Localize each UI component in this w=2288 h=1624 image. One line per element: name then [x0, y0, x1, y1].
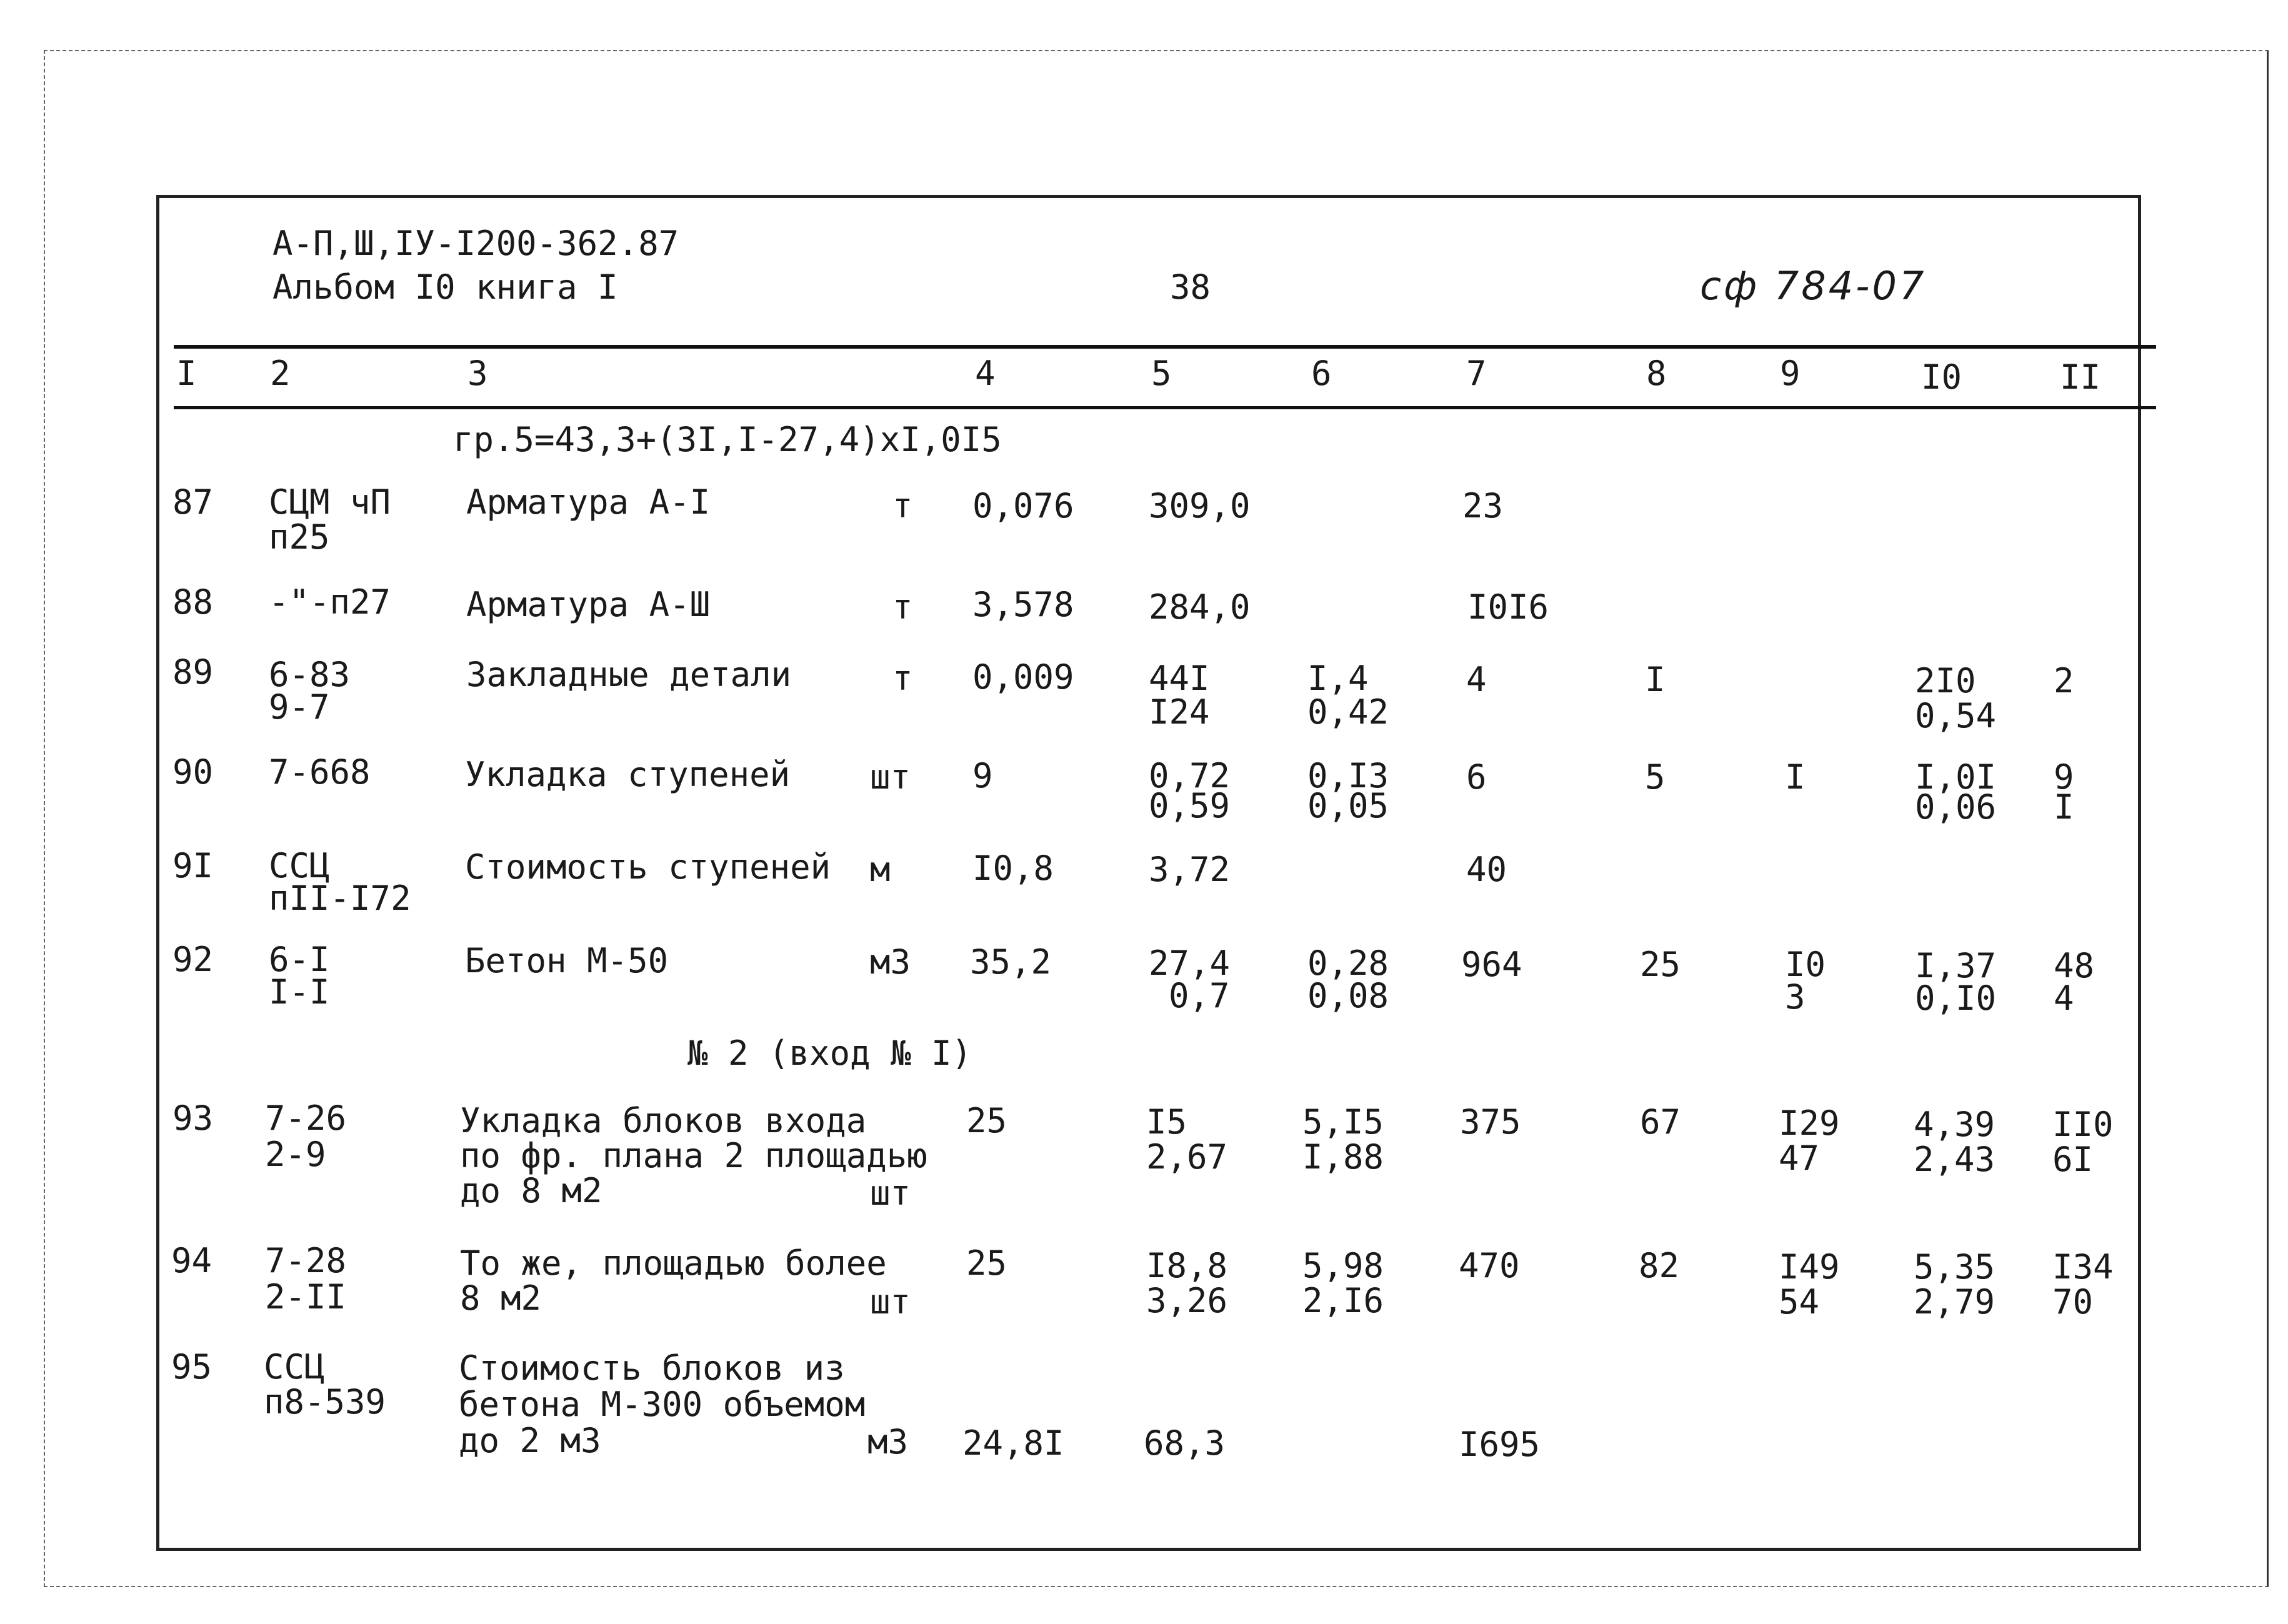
row-number: 92	[172, 940, 214, 979]
header-top-rule	[174, 345, 2156, 349]
row-col5: 284,0	[1149, 587, 1251, 627]
handwritten-ref: сф 784-07	[1700, 263, 1927, 309]
row-col10: 0,06	[1915, 787, 1997, 827]
row-unit: шт	[870, 1282, 911, 1322]
row-col7: I0I6	[1467, 587, 1549, 627]
col-header-2: 2	[270, 354, 291, 393]
row-col9: I	[1785, 757, 1806, 797]
row-col11: 70	[2052, 1282, 2094, 1322]
row-col10: 5,35	[1914, 1247, 1996, 1287]
row-quantity: 3,578	[972, 585, 1074, 624]
row-col5: 0,59	[1149, 786, 1231, 825]
col-header-4: 4	[975, 354, 996, 393]
row-col10: I,0I	[1915, 757, 1997, 797]
row-col7: 23	[1462, 486, 1504, 526]
row-col10: 4,39	[1914, 1105, 1996, 1144]
row-col6: 2,I6	[1302, 1281, 1384, 1320]
col-header-6: 6	[1311, 354, 1332, 393]
album-label: Альбом I0 книга I	[272, 267, 618, 307]
row-col6: 0,I3	[1307, 756, 1389, 795]
row-quantity: 9	[972, 756, 993, 795]
row-col7: 40	[1466, 850, 1507, 889]
row-col8: 5	[1645, 757, 1666, 797]
row-name: Закладные детали	[466, 655, 792, 694]
row-col5: 2,67	[1146, 1137, 1228, 1177]
col-header-1: I	[176, 354, 197, 393]
row-unit: м3	[870, 942, 911, 982]
row-col6: I,88	[1302, 1137, 1384, 1177]
row-col10: 2I0	[1915, 661, 1976, 700]
row-number: 93	[172, 1098, 214, 1138]
row-number: 95	[171, 1347, 212, 1387]
row-col11: I	[2054, 787, 2074, 827]
row-col6: 5,I5	[1302, 1102, 1384, 1142]
row-name: по фр. плана 2 площадью	[460, 1136, 927, 1175]
row-col5: 0,72	[1149, 756, 1231, 795]
doc-code: А-П,Ш,IУ-I200-362.87	[272, 224, 679, 263]
row-code: ССЦ	[264, 1347, 325, 1387]
row-col6: I,4	[1307, 659, 1369, 698]
row-name: Укладка блоков входа	[460, 1101, 867, 1140]
row-quantity: 35,2	[970, 942, 1052, 982]
row-col7: 375	[1460, 1102, 1521, 1142]
row-col10: 0,54	[1915, 696, 1997, 735]
row-name: То же, площадью более	[460, 1243, 887, 1283]
row-col5: I8,8	[1146, 1246, 1228, 1285]
row-unit: т	[892, 486, 913, 526]
row-code: -"-п27	[269, 582, 391, 622]
row-number: 9I	[172, 846, 214, 885]
row-col5: 0,7	[1169, 976, 1230, 1015]
row-col9: I29	[1779, 1103, 1840, 1143]
row-unit: т	[892, 659, 913, 698]
row-code: 6-I	[269, 940, 330, 979]
row-col7: 964	[1461, 945, 1522, 984]
row-name: Арматура А-Ш	[466, 585, 711, 624]
row-code: п8-539	[264, 1382, 386, 1422]
row-quantity: 25	[966, 1101, 1007, 1140]
row-col5: 3,72	[1149, 850, 1231, 889]
col-header-9: 9	[1780, 354, 1801, 393]
row-name: Стоимость блоков из	[459, 1348, 845, 1388]
row-col5: 44I	[1149, 659, 1210, 698]
row-col6: 5,98	[1302, 1246, 1384, 1285]
row-code: пII-I72	[269, 879, 411, 918]
row-col5: 3,26	[1146, 1281, 1228, 1320]
row-number: 87	[172, 482, 214, 522]
row-col11: 4	[2054, 979, 2074, 1018]
row-col5: I24	[1149, 692, 1210, 732]
row-unit: шт	[870, 1173, 911, 1213]
col-header-5: 5	[1151, 354, 1172, 393]
row-code: СЦМ чП	[269, 482, 391, 522]
row-col8: I	[1645, 660, 1666, 699]
row-number: 90	[172, 752, 214, 792]
row-name: 8 м2	[460, 1278, 542, 1318]
page-number: 38	[1170, 267, 1211, 307]
row-col8: 67	[1640, 1102, 1681, 1142]
row-col9: 54	[1779, 1282, 1820, 1322]
row-code: I-I	[269, 972, 330, 1012]
row-quantity: 24,8I	[962, 1423, 1064, 1463]
row-unit: м3	[867, 1422, 909, 1462]
header-bottom-rule	[174, 406, 2156, 409]
row-col7: 470	[1459, 1246, 1520, 1285]
row-quantity: 0,076	[972, 486, 1074, 526]
col-header-10: I0	[1921, 357, 1962, 397]
row-code: 7-668	[269, 752, 371, 792]
row-code: 7-28	[265, 1241, 347, 1280]
row-col9: I49	[1779, 1247, 1840, 1287]
row-col11: 48	[2054, 946, 2095, 985]
subsection-heading: № 2 (вход № I)	[687, 1034, 972, 1073]
row-col5: 68,3	[1144, 1423, 1226, 1463]
row-unit: м	[870, 850, 891, 889]
row-col6: 0,42	[1307, 692, 1389, 732]
col-header-11: II	[2060, 357, 2101, 397]
row-col9: 47	[1779, 1138, 1820, 1178]
row-name: Бетон М-50	[465, 941, 669, 980]
row-code: ССЦ	[269, 846, 330, 885]
row-quantity: 0,009	[972, 657, 1074, 697]
row-col10: 2,79	[1914, 1282, 1996, 1322]
row-col5: 309,0	[1149, 486, 1251, 526]
row-col7: 4	[1466, 660, 1487, 699]
row-name: до 8 м2	[460, 1171, 602, 1210]
row-unit: т	[892, 587, 913, 627]
row-quantity: I0,8	[972, 849, 1054, 888]
row-col11: 2	[2054, 661, 2074, 700]
row-col8: 82	[1639, 1246, 1680, 1285]
row-col5: 27,4	[1149, 944, 1231, 983]
row-col9: 3	[1785, 977, 1806, 1017]
formula-line: гр.5=43,3+(3I,I-27,4)хI,0I5	[453, 420, 1002, 459]
row-col10: I,37	[1915, 946, 1997, 985]
row-name: Укладка ступеней	[465, 755, 791, 794]
row-unit: шт	[870, 757, 911, 797]
row-col11: I34	[2052, 1247, 2114, 1287]
row-code: 7-26	[265, 1098, 347, 1138]
col-header-7: 7	[1466, 354, 1487, 393]
row-col6: 0,28	[1307, 944, 1389, 983]
row-quantity: 25	[966, 1243, 1007, 1283]
row-code: 2-9	[265, 1135, 326, 1174]
col-header-3: 3	[467, 354, 488, 393]
row-code: 9-7	[269, 687, 330, 727]
row-name: Арматура А-I	[466, 482, 711, 522]
row-col10: 2,43	[1914, 1140, 1996, 1179]
row-name: до 2 м3	[459, 1421, 601, 1460]
row-code: 6-83	[269, 655, 351, 694]
row-col9: I0	[1785, 945, 1826, 984]
row-name: Стоимость ступеней	[465, 847, 831, 887]
row-number: 94	[171, 1241, 212, 1280]
row-name: бетона М-300 объемом	[459, 1385, 866, 1424]
row-col10: 0,I0	[1915, 979, 1997, 1018]
row-col11: 6I	[2052, 1140, 2094, 1179]
row-col6: 0,08	[1307, 976, 1389, 1015]
row-col7: I695	[1459, 1425, 1541, 1464]
row-number: 88	[172, 582, 214, 622]
row-code: 2-II	[265, 1277, 347, 1317]
row-col6: 0,05	[1307, 786, 1389, 825]
col-header-8: 8	[1646, 354, 1667, 393]
row-col5: I5	[1146, 1102, 1187, 1142]
row-col11: II0	[2052, 1105, 2114, 1144]
row-col8: 25	[1640, 945, 1681, 984]
row-code: п25	[269, 517, 330, 557]
row-col7: 6	[1466, 757, 1487, 797]
row-number: 89	[172, 652, 214, 692]
row-col11: 9	[2054, 757, 2074, 797]
